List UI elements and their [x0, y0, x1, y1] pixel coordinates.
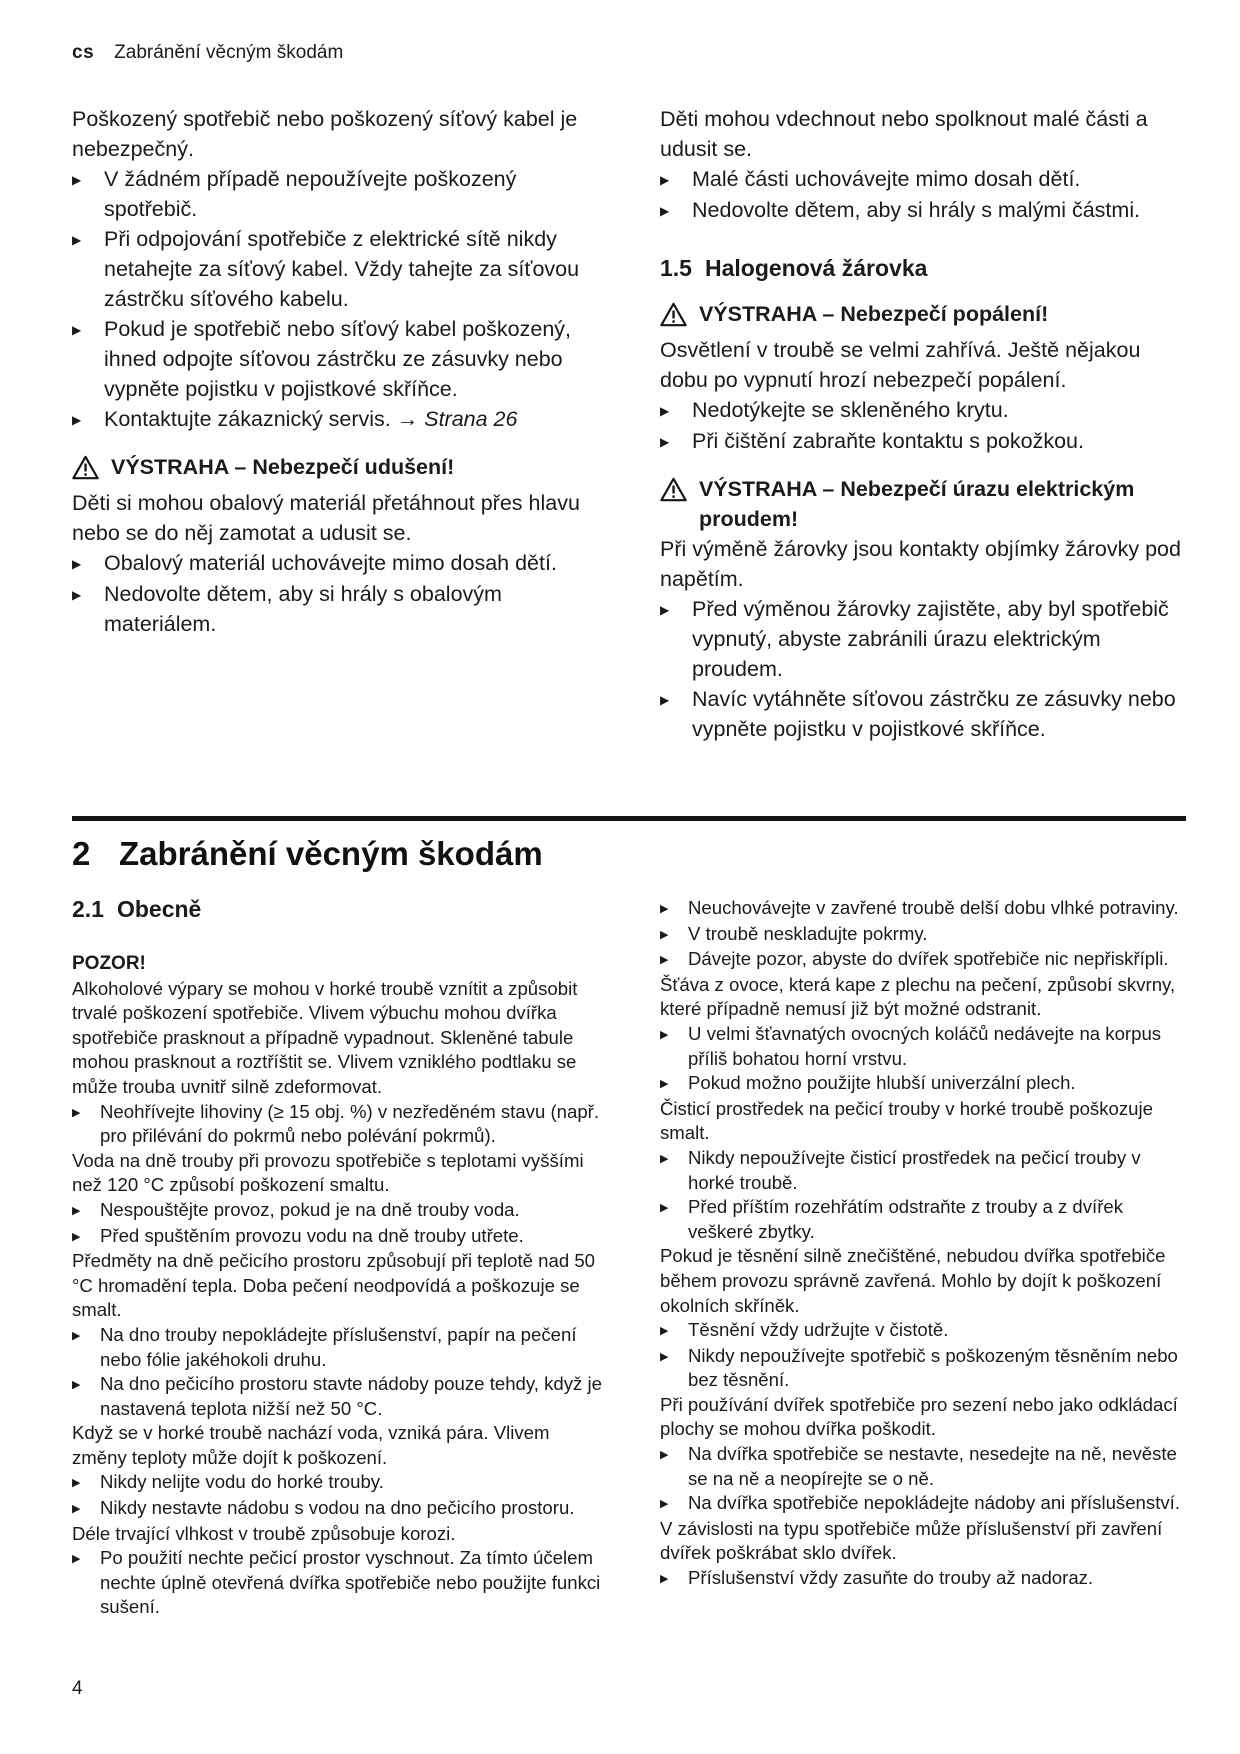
bullet-arrow-icon: ▶ — [660, 1449, 669, 1462]
subsection-title: Obecně — [116, 896, 202, 922]
bullet-text-main: Na dno trouby nepokládejte příslušenství, papír na pečení nebo fólie jakéhokoli druhu. — [100, 1323, 577, 1370]
bullet-text-main: Před spuštěním provozu vodu na dně trouby utřete. — [100, 1224, 524, 1246]
subsection-heading — [72, 896, 602, 923]
bullet-text-main: Před příštím rozehřátím odstraňte z trouby a z dvířek veškeré zbytky. — [688, 1196, 1124, 1242]
bullet-text — [100, 1224, 602, 1250]
bullet-arrow-icon: ▶ — [660, 1325, 669, 1338]
bullet-item — [660, 1195, 1190, 1244]
bullet-text — [692, 195, 1186, 226]
bullet-text-main: V troubě neskladujte pokrmy. — [688, 922, 928, 944]
warning-triangle-icon — [72, 455, 99, 480]
paragraph: Při používání dvířek spotřebiče pro sezení nebo jako odkládací plochy se mohou dvířka poškodit. — [660, 1393, 1178, 1440]
bullet-text-main: Při čištění zabraňte kontaktu s pokožkou. — [692, 429, 1084, 453]
bullet-item — [72, 1323, 602, 1372]
bullet-text-main: Nikdy nestavte nádobu s vodou na dno pečicího prostoru. — [100, 1497, 575, 1519]
bullet-item — [660, 395, 1186, 426]
bullet-arrow-icon: ▶ — [660, 1078, 669, 1091]
section2-number: 2 — [72, 835, 91, 872]
bullet-text — [688, 1442, 1190, 1491]
bullet-arrow-icon: ▶ — [72, 1329, 81, 1342]
bullet-text-main: Dávejte pozor, abyste do dvířek spotřebiče nic nepřiskřípli. — [688, 948, 1169, 970]
bullet-text — [104, 579, 602, 639]
bullet-item — [72, 1546, 602, 1620]
warning-title — [72, 452, 602, 488]
bullet-text-main: U velmi šťavnatých ovocných koláčů nedávejte na korpus příliš bohatou horní vrstvu. — [688, 1022, 1162, 1069]
paragraph: Předměty na dně pečicího prostoru způsobují při teplotě nad 50 °C hromadění tepla. Doba pečení neodpovídá a poškozuje se smalt. — [72, 1250, 596, 1321]
paragraph: Alkoholové výpary se mohou v horké troubě vznítit a způsobit trvalé poškození spotřebiče. Vlivem výbuchu mohou dvířka spotřebiče prasknout a případně vypadnout. Skleněné tabule mohou prasknout a roztříštit se. Vlivem vzniklého podtlaku se může trouba uvnitř silně zdeformovat. — [72, 977, 578, 1097]
bullet-text-main: Kontaktujte zákaznický servis. → — [104, 407, 425, 431]
warning-title — [660, 299, 1186, 335]
bullet-item — [72, 579, 602, 639]
attention-heading: POZOR! — [72, 953, 146, 974]
bullet-arrow-icon: ▶ — [72, 1553, 81, 1566]
bullet-arrow-icon: ▶ — [72, 1230, 81, 1243]
paragraph: Osvětlení v troubě se velmi zahřívá. Ještě nějakou dobu po vypnutí hrozí nebezpečí popálení. — [660, 338, 1141, 392]
paragraph: Při výměně žárovky jsou kontakty objímky žárovky pod napětím. — [660, 537, 1181, 591]
bullet-item — [660, 896, 1190, 922]
bullet-arrow-icon: ▶ — [660, 1028, 669, 1041]
bullet-item — [660, 1344, 1190, 1393]
paragraph: Čisticí prostředek na pečicí trouby v horké troubě poškozuje smalt. — [660, 1097, 1153, 1144]
bullet-text-main: V žádném případě nepoužívejte poškozený spotřebič. — [104, 167, 517, 221]
bullet-item — [72, 1372, 602, 1421]
bullet-text-main: Nikdy nepoužívejte čisticí prostředek na pečicí trouby v horké troubě. — [688, 1146, 1141, 1193]
bullet-text — [692, 395, 1186, 426]
bullet-text-main: Těsnění vždy udržujte v čistotě. — [688, 1319, 949, 1341]
bullet-text — [688, 922, 1190, 948]
bullet-item — [660, 684, 1186, 744]
bullet-text — [100, 1323, 602, 1372]
bullet-text — [104, 548, 602, 579]
warning-title — [660, 474, 1186, 534]
bullet-text — [688, 1071, 1190, 1097]
bullet-item — [660, 594, 1186, 684]
bullet-text-main: Na dvířka spotřebiče se nestavte, nesedejte na ně, nevěste se na ně a neopírejte se o ně. — [688, 1443, 1177, 1489]
bullet-item — [660, 1318, 1190, 1344]
bullet-text — [688, 947, 1190, 973]
bullet-text — [104, 314, 602, 404]
bullet-text — [688, 896, 1190, 922]
bullet-text-main: Nikdy nepoužívejte spotřebič s poškozeným těsněním nebo bez těsnění. — [688, 1344, 1178, 1391]
bullet-item — [72, 1224, 602, 1250]
section2-right-column — [660, 896, 1190, 1620]
language-code: cs — [72, 42, 95, 63]
bullet-arrow-icon: ▶ — [660, 1573, 669, 1586]
paragraph: Pokud je těsnění silně znečištěné, nebudou dvířka spotřebiče během provozu správně zavřená. Mohlo by dojít k poškození okolních skříněk. — [660, 1245, 1166, 1316]
bullet-text — [692, 426, 1186, 457]
bullet-text — [692, 684, 1186, 744]
bullet-arrow-icon: ▶ — [72, 323, 82, 337]
bullet-arrow-icon: ▶ — [72, 588, 82, 602]
warning-triangle-icon — [660, 477, 687, 502]
bullet-arrow-icon: ▶ — [72, 1106, 81, 1119]
bullet-text — [104, 404, 602, 435]
paragraph: Šťáva z ovoce, která kape z plechu na pečení, způsobí skvrny, které případně nemusí již být možné odstranit. — [660, 973, 1176, 1020]
bullet-arrow-icon: ▶ — [660, 1152, 669, 1165]
running-header — [72, 42, 1186, 64]
bullet-text-main: Na dvířka spotřebiče nepokládejte nádoby ani příslušenství. — [688, 1492, 1180, 1514]
section2-columns — [72, 896, 1186, 1620]
bullet-text-main: Pokud je spotřebič nebo síťový kabel poškozený, ihned odpojte síťovou zástrčku ze zásuvky nebo vypněte pojistku v pojistkové skříňce. — [104, 317, 572, 401]
bullet-text — [688, 1344, 1190, 1393]
paragraph: Když se v horké troubě nachází voda, vzniká pára. Vlivem změny teploty může dojít k poškození. — [72, 1422, 550, 1468]
bullet-item — [660, 1491, 1190, 1517]
bullet-item — [660, 195, 1186, 226]
bullet-item — [660, 1022, 1190, 1071]
bullet-item — [660, 164, 1186, 195]
warning-title-text: VÝSTRAHA – Nebezpečí úrazu elektrickým proudem! — [699, 477, 1135, 531]
bullet-arrow-icon: ▶ — [72, 557, 82, 571]
bullet-item — [72, 224, 602, 314]
subsection-number: 2.1 — [72, 896, 104, 922]
bullet-text — [104, 224, 602, 314]
subsection-heading — [660, 255, 1186, 282]
bullet-item — [660, 426, 1186, 457]
bullet-text — [100, 1496, 602, 1522]
bullet-text-main: Neuchovávejte v zavřené troubě delší dobu vlhké potraviny. — [688, 897, 1179, 918]
paragraph: Déle trvající vlhkost v troubě způsobuje korozi. — [72, 1522, 456, 1544]
paragraph: V závislosti na typu spotřebiče může příslušenství při zavření dvířek poškrábat sklo dvířek. — [660, 1517, 1163, 1564]
bullet-arrow-icon: ▶ — [72, 1379, 81, 1392]
section2-heading — [72, 834, 1186, 874]
bullet-arrow-icon: ▶ — [660, 1498, 669, 1511]
bullet-text-main: Před výměnou žárovky zajistěte, aby byl spotřebič vypnutý, abyste zabránili úrazu elektrickým proudem. — [692, 597, 1169, 681]
bullet-arrow-icon: ▶ — [660, 1202, 669, 1215]
bullet-arrow-icon: ▶ — [660, 928, 669, 941]
paragraph: Děti mohou vdechnout nebo spolknout malé části a udusit se. — [660, 107, 1148, 161]
bullet-text — [688, 1491, 1190, 1517]
bullet-item — [72, 1496, 602, 1522]
bullet-text — [104, 164, 602, 224]
bullet-arrow-icon: ▶ — [72, 173, 82, 187]
cross-reference: Strana 26 — [424, 407, 518, 431]
running-header-title: Zabránění věcným škodám — [114, 42, 344, 63]
bullet-text — [100, 1546, 602, 1620]
bullet-arrow-icon: ▶ — [72, 1204, 81, 1217]
bullet-arrow-icon: ▶ — [660, 435, 670, 449]
bullet-text-main: Příslušenství vždy zasuňte do trouby až nadoraz. — [688, 1567, 1094, 1589]
page-number: 4 — [72, 1678, 83, 1699]
bullet-text — [100, 1198, 602, 1224]
bullet-text-main: Po použití nechte pečicí prostor vyschnout. Za tímto účelem nechte úplně otevřená dvířka spotřebiče nebo použijte funkci sušení. — [100, 1547, 601, 1618]
bullet-text-main: Nedovolte dětem, aby si hrály s malými částmi. — [692, 198, 1141, 222]
section1-columns — [72, 104, 1186, 816]
bullet-arrow-icon: ▶ — [72, 1477, 81, 1490]
bullet-text-main: Nespouštějte provoz, pokud je na dně trouby voda. — [100, 1198, 520, 1220]
section-divider-rule — [72, 816, 1186, 821]
warning-triangle-icon — [660, 302, 687, 327]
bullet-text-main: Pokud možno použijte hlubší univerzální plech. — [688, 1072, 1076, 1094]
bullet-text-main: Malé části uchovávejte mimo dosah dětí. — [692, 167, 1081, 191]
bullet-arrow-icon: ▶ — [72, 233, 82, 247]
bullet-arrow-icon: ▶ — [660, 603, 670, 617]
paragraph: Voda na dně trouby při provozu spotřebiče s teplotami vyššími než 120 °C způsobí poškození smaltu. — [72, 1149, 584, 1196]
paragraph: Děti si mohou obalový materiál přetáhnout přes hlavu nebo se do něj zamotat a udusit se. — [72, 491, 580, 545]
bullet-item — [72, 404, 602, 435]
section2-left-column — [72, 896, 602, 1620]
bullet-item — [660, 1146, 1190, 1195]
bullet-text — [688, 1566, 1190, 1592]
bullet-text-main: Při odpojování spotřebiče z elektrické sítě nikdy netahejte za síťový kabel. Vždy tahejte za síťovou zástrčku síťového kabelu. — [104, 227, 580, 311]
bullet-arrow-icon: ▶ — [660, 1350, 669, 1363]
bullet-text-main: Nikdy nelijte vodu do horké trouby. — [100, 1471, 384, 1493]
bullet-text-main: Na dno pečicího prostoru stavte nádoby pouze tehdy, když je nastavená teplota nižší než 50 °C. — [100, 1373, 602, 1419]
bullet-text-main: Nedotýkejte se skleněného krytu. — [692, 398, 1009, 422]
bullet-arrow-icon: ▶ — [660, 903, 669, 915]
bullet-item — [660, 1442, 1190, 1491]
paragraph: Poškozený spotřebič nebo poškozený síťový kabel je nebezpečný. — [72, 107, 578, 161]
bullet-text — [100, 1470, 602, 1496]
bullet-item — [660, 1566, 1190, 1592]
section1-left-column — [72, 104, 602, 816]
bullet-item — [72, 314, 602, 404]
bullet-item — [72, 1198, 602, 1224]
bullet-text — [688, 1146, 1190, 1195]
bullet-text-main: Neohřívejte lihoviny (≥ 15 obj. %) v nezředěném stavu (např. pro přilévání do pokrmů nebo polévání pokrmů). — [100, 1100, 600, 1147]
bullet-text — [100, 1100, 602, 1149]
bullet-text — [692, 594, 1186, 684]
warning-icon-wrap — [72, 452, 99, 488]
bullet-item — [660, 922, 1190, 948]
bullet-item — [660, 947, 1190, 973]
bullet-text — [692, 164, 1186, 195]
bullet-item — [660, 1071, 1190, 1097]
bullet-arrow-icon: ▶ — [72, 413, 82, 427]
subsection-title: Halogenová žárovka — [704, 255, 928, 281]
bullet-text-main: Obalový materiál uchovávejte mimo dosah dětí. — [104, 551, 557, 575]
bullet-arrow-icon: ▶ — [660, 693, 670, 707]
bullet-text — [688, 1318, 1190, 1344]
bullet-arrow-icon: ▶ — [660, 204, 670, 218]
bullet-text — [688, 1195, 1190, 1244]
bullet-text — [688, 1022, 1190, 1071]
bullet-item — [72, 548, 602, 579]
warning-title-text: VÝSTRAHA – Nebezpečí popálení! — [699, 302, 1049, 326]
bullet-text — [100, 1372, 602, 1421]
section2-title: Zabránění věcným škodám — [119, 835, 543, 872]
warning-icon-wrap — [660, 474, 687, 510]
bullet-arrow-icon: ▶ — [660, 173, 670, 187]
section1-right-column — [660, 104, 1186, 816]
warning-icon-wrap — [660, 299, 687, 335]
bullet-item — [72, 1100, 602, 1149]
bullet-text-main: Navíc vytáhněte síťovou zástrčku ze zásuvky nebo vypněte pojistku v pojistkové skříňce. — [692, 687, 1176, 741]
bullet-text-main: Nedovolte dětem, aby si hrály s obalovým materiálem. — [104, 582, 502, 636]
bullet-item — [72, 1470, 602, 1496]
bullet-item — [72, 164, 602, 224]
bullet-arrow-icon: ▶ — [660, 954, 669, 967]
subsection-number: 1.5 — [660, 255, 692, 281]
warning-title-text: VÝSTRAHA – Nebezpečí udušení! — [111, 455, 455, 479]
bullet-arrow-icon: ▶ — [660, 404, 670, 418]
bullet-arrow-icon: ▶ — [72, 1503, 81, 1516]
